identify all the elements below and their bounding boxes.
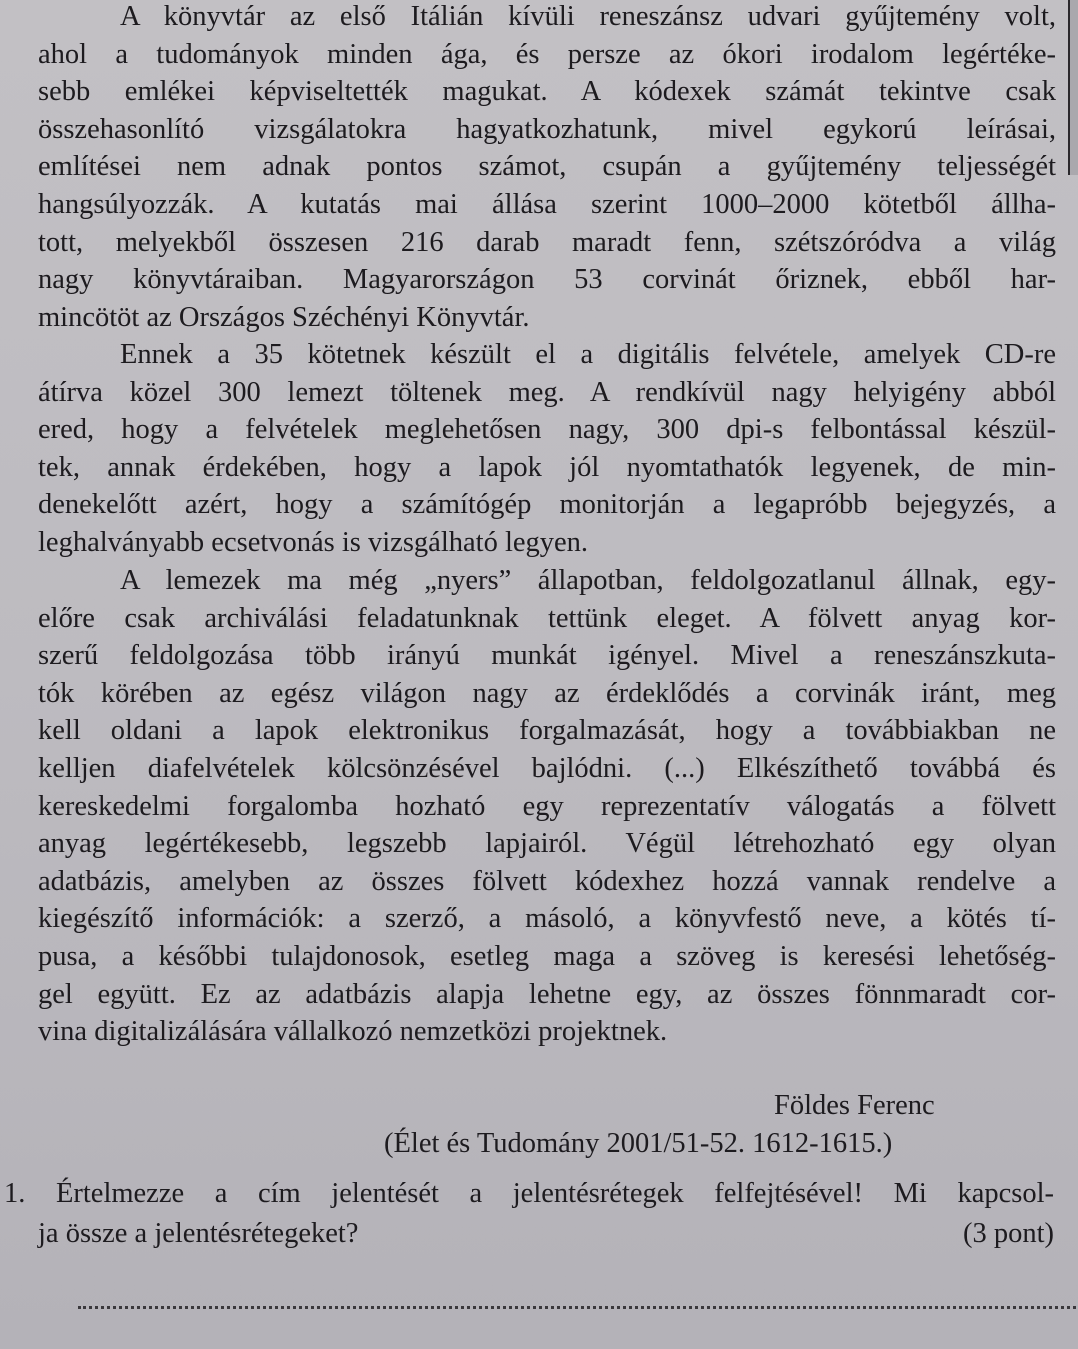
source-citation: (Élet és Tudomány 2001/51-52. 1612-1615.) (384, 1128, 893, 1159)
text-line: hangsúlyozzák. A kutatás mai állása szerint 1000–2000 kötetből állha- (38, 188, 1056, 220)
text-line: sebb emlékei képviseltették magukat. A kódexek számát tekintve csak (38, 76, 1056, 108)
text-line: nagy könyvtáraiban. Magyarországon 53 corvinát őriznek, ebből har- (38, 264, 1056, 296)
text-line: ered, hogy a felvételek meglehetősen nagy, 300 dpi-s felbontással készül- (38, 414, 1056, 446)
question-text-line-2: ja össze a jelentésrétegeket? (38, 1218, 359, 1249)
text-line: adatbázis, amelyben az összes fölvett kódexhez hozzá vannak rendelve a (38, 865, 1056, 897)
text-line: kereskedelmi forgalomba hozható egy reprezentatív válogatás a fölvett (38, 790, 1056, 822)
text-line: Ennek a 35 kötetnek készült el a digitális felvétele, amelyek CD-re (120, 339, 1056, 370)
question-1 (4, 1174, 1054, 1254)
text-line: denekelőtt azért, hogy a számítógép monitorján a legapróbb bejegyzés, a (38, 489, 1056, 521)
text-line: előre csak archiválási feladatunknak tettünk eleget. A fölvett anyag kor- (38, 602, 1056, 634)
text-line: A könyvtár az első Itálián kívüli reneszánsz udvari gyűjtemény volt, (120, 1, 1056, 32)
text-line: anyag legértékesebb, legszebb lapjairól. Végül létrehozható egy olyan (38, 828, 1056, 860)
question-text-line-1: 1. Értelmezze a cím jelentését a jelentésrétegek felfejtésével! Mi kapcsol- (4, 1178, 1054, 1209)
text-line: összehasonlító vizsgálatokra hagyatkozhatunk, mivel egykorú leírásai, (38, 113, 1056, 145)
text-line: tek, annak érdekében, hogy a lapok jól nyomtathatók legyenek, de min- (38, 451, 1056, 483)
text-line: szerű feldolgozása több irányú munkát igényel. Mivel a reneszánszkuta- (38, 640, 1056, 672)
paragraph-2 (38, 336, 1056, 562)
text-line: mincötöt az Országos Széchényi Könyvtár. (38, 301, 530, 333)
paragraph-3 (38, 562, 1056, 1051)
answer-dotted-line (78, 1306, 1078, 1309)
text-line: leghalványabb ecsetvonás is vizsgálható legyen. (38, 526, 589, 558)
text-line: említései nem adnak pontos számot, csupán a gyűjtemény teljességét (38, 151, 1056, 183)
text-line: kelljen diafelvételek kölcsönzésével bajlódni. (...) Elkészíthető továbbá és (38, 752, 1056, 784)
text-line: kell oldani a lapok elektronikus forgalmazását, hogy a továbbiakban ne (38, 715, 1056, 747)
question-points: (3 pont) (962, 1218, 1054, 1249)
text-line: tók körében az egész világon nagy az érdeklődés a corvinák iránt, meg (38, 677, 1056, 709)
text-line: ahol a tudományok minden ága, és persze az ókori irodalom legértéke- (38, 38, 1056, 70)
text-line: A lemezek ma még „nyers” állapotban, feldolgozatlanul állnak, egy- (120, 565, 1056, 596)
paragraph-1 (38, 0, 1056, 336)
text-line: tott, melyekből összesen 216 darab maradt fenn, szétszóródva a világ (38, 226, 1056, 258)
text-line: átírva közel 300 lemezt töltenek meg. A rendkívül nagy helyigény abból (38, 376, 1056, 408)
text-line: kiegészítő információk: a szerző, a másoló, a könyvfestő neve, a kötés tí- (38, 903, 1056, 935)
author-name: Földes Ferenc (774, 1090, 935, 1121)
page-edge (1068, 0, 1078, 175)
text-line: pusa, a későbbi tulajdonosok, esetleg maga a szöveg is keresési lehetőség- (38, 940, 1056, 972)
text-line: vina digitalizálására vállalkozó nemzetközi projektnek. (38, 1016, 668, 1048)
question-text-line-2-row (4, 1214, 1054, 1254)
text-line: gel együtt. Ez az adatbázis alapja lehetne egy, az összes fönnmaradt cor- (38, 978, 1056, 1010)
